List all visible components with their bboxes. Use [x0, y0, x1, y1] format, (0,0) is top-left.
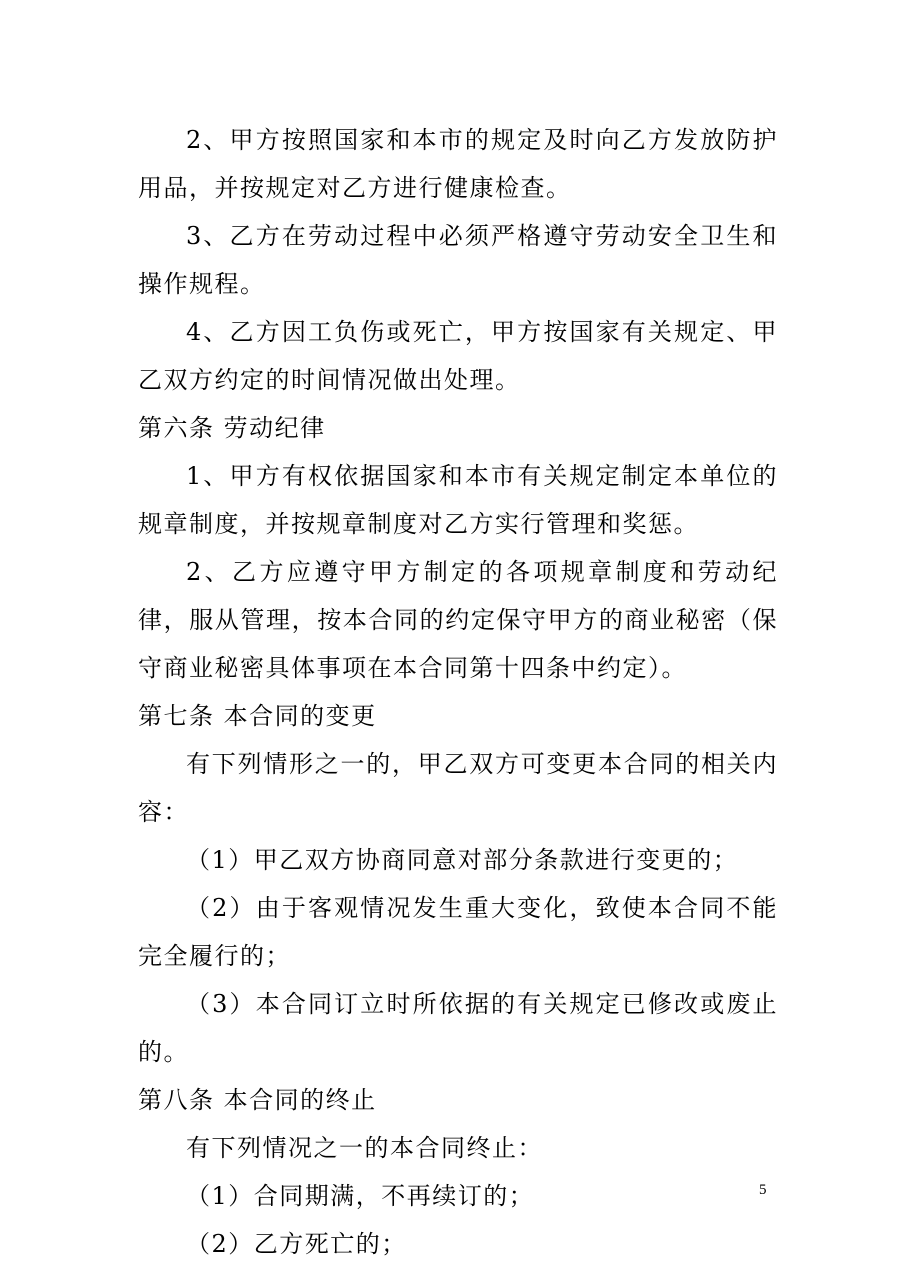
- paragraph: 1、甲方有权依据国家和本市有关规定制定本单位的规章制度，并按规章制度对乙方实行管理和奖惩。: [138, 462, 778, 538]
- list-item: （2）乙方死亡的；: [186, 1230, 407, 1258]
- document-body: [138, 116, 778, 1268]
- list-item: （3）本合同订立时所依据的有关规定已修改或废止的。: [138, 990, 778, 1066]
- page-number: 5: [759, 1182, 767, 1198]
- paragraph: 有下列情形之一的，甲乙双方可变更本合同的相关内容：: [138, 750, 778, 826]
- list-item: （1）甲乙双方协商同意对部分条款进行变更的；: [186, 846, 739, 874]
- section-heading: 第六条 劳动纪律: [138, 414, 326, 442]
- paragraph: 3、乙方在劳动过程中必须严格遵守劳动安全卫生和操作规程。: [138, 222, 778, 298]
- paragraph: 有下列情况之一的本合同终止：: [186, 1134, 543, 1162]
- paragraph: 2、乙方应遵守甲方制定的各项规章制度和劳动纪律，服从管理，按本合同的约定保守甲方的商业秘密（保守商业秘密具体事项在本合同第十四条中约定）。: [138, 558, 778, 682]
- section-heading: 第七条 本合同的变更: [138, 702, 377, 730]
- paragraph: 2、甲方按照国家和本市的规定及时向乙方发放防护用品，并按规定对乙方进行健康检查。: [138, 126, 778, 202]
- paragraph: 4、乙方因工负伤或死亡，甲方按国家有关规定、甲乙双方约定的时间情况做出处理。: [138, 318, 778, 394]
- section-heading: 第八条 本合同的终止: [138, 1086, 377, 1114]
- list-item: （2）由于客观情况发生重大变化，致使本合同不能完全履行的；: [138, 894, 778, 970]
- list-item: （1）合同期满，不再续订的；: [186, 1182, 535, 1210]
